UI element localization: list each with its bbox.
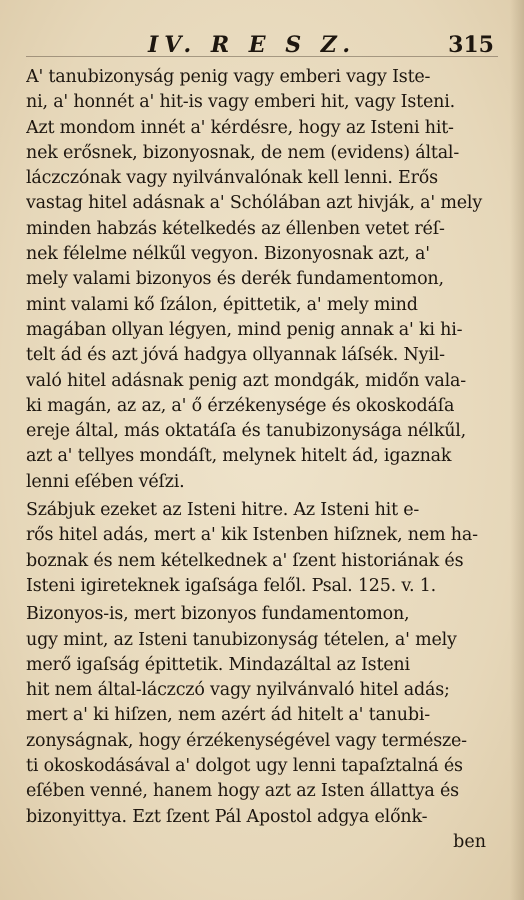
running-head: IV. R E S Z. bbox=[148, 32, 357, 58]
text-line: ki magán, az az, a' ő érzékenysége és okoskodáſa bbox=[26, 395, 455, 416]
text-line: azt a' tellyes mondáſt, melynek hitelt ád, igaznak bbox=[26, 446, 452, 467]
text-line: bizonyittya. Ezt ſzent Pál Apostol adgya előnk- bbox=[26, 806, 428, 827]
text-line: való hitel adásnak penig azt mondgák, midőn vala- bbox=[26, 370, 466, 391]
text-line: láczczónak vagy nyilvánvalónak kell lenni. Erős bbox=[26, 168, 438, 189]
page-gutter-shadow bbox=[510, 0, 524, 900]
page-header bbox=[26, 30, 494, 62]
text-line: magában ollyan légyen, mind penig annak a' ki hi- bbox=[26, 319, 463, 340]
text-line: minden habzás kételkedés az éllenben vetet réſ- bbox=[26, 218, 445, 239]
text-line: Isteni igireteknek igaſsága felől. Psal. 125. v. 1. bbox=[26, 575, 437, 596]
body-text bbox=[26, 65, 488, 830]
text-line: telt ád és azt jóvá hadgya ollyannak láſsék. Nyil- bbox=[26, 345, 445, 366]
text-line: nek félelme nélkűl vegyon. Bizonyosnak azt, a' bbox=[26, 244, 430, 265]
text-line: merő igaſság épittetik. Mindazáltal az Isteni bbox=[26, 654, 410, 675]
text-line: boznak és nem kételkednek a' ſzent historiának és bbox=[26, 550, 464, 571]
text-line: lenni eſében véſzi. bbox=[26, 471, 185, 492]
text-line: ti okoskodásával a' dolgot ugy lenni tapaſztalná és bbox=[26, 756, 463, 777]
text-line: hit nem által-láczczó vagy nyilvánvaló hitel adás; bbox=[26, 680, 450, 701]
text-line: Szábjuk ezeket az Isteni hitre. Az Isteni hit e- bbox=[26, 500, 420, 521]
text-line: ni, a' honnét a' hit-is vagy emberi hit, vagy Isteni. bbox=[26, 92, 455, 113]
text-line: nek erősnek, bizonyosnak, de nem (evidens) által- bbox=[26, 142, 460, 163]
paragraph bbox=[26, 65, 488, 495]
paragraph bbox=[26, 498, 488, 599]
catchword: ben bbox=[453, 831, 486, 852]
paragraph bbox=[26, 602, 488, 830]
header-rule bbox=[26, 56, 498, 57]
text-line: mely valami bizonyos és derék fundamentomon, bbox=[26, 269, 444, 290]
text-line: Azt mondom innét a' kérdésre, hogy az Isteni hit- bbox=[26, 117, 454, 138]
text-line: rős hitel adás, mert a' kik Istenben hiſznek, nem ha- bbox=[26, 525, 478, 546]
text-line: ereje által, más oktatáſa és tanubizonysága nélkűl, bbox=[26, 421, 467, 442]
text-line: A' tanubizonyság penig vagy emberi vagy Iste- bbox=[26, 67, 431, 87]
text-line: ugy mint, az Isteni tanubizonyság tételen, a' mely bbox=[26, 629, 457, 650]
text-line: vastag hitel adásnak a' Schólában azt hivják, a' mely bbox=[26, 193, 483, 214]
text-line: Bizonyos-is, mert bizonyos fundamentomon, bbox=[26, 604, 410, 625]
text-line: mert a' ki hiſzen, nem azért ád hitelt a' tanubi- bbox=[26, 705, 430, 726]
page-number: 315 bbox=[448, 32, 494, 58]
text-line: eſében venné, hanem hogy azt az Isten állattya és bbox=[26, 781, 459, 802]
text-line: mint valami kő ſzálon, épittetik, a' mely mind bbox=[26, 294, 418, 315]
text-line: zonyságnak, hogy érzékenységével vagy természe- bbox=[26, 730, 467, 751]
